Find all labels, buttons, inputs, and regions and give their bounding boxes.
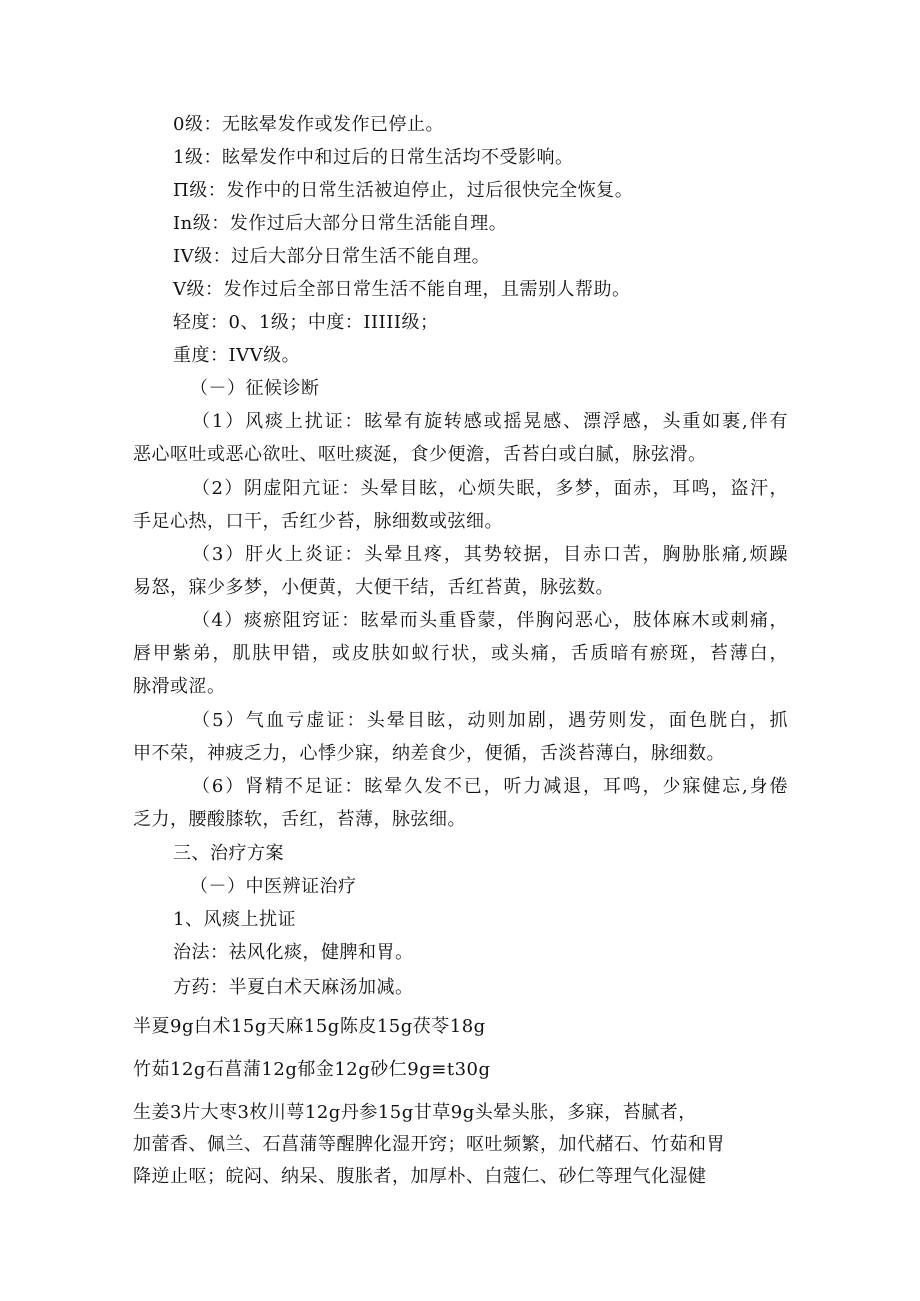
grade-4: IV级：过后大部分日常生活不能自理。 [173, 246, 491, 267]
herbs-line-2: 竹茹12g石菖蒲12g郁金12g砂仁9g≡t30g [133, 1059, 491, 1080]
syndrome-4-line-3: 脉滑或涩。 [133, 676, 226, 697]
syndrome-5-line-2: 甲不荣，神疲乏力，心悸少寐，纳差食少，便循，舌淡苔薄白，脉细数。 [133, 743, 725, 764]
grade-0: 0级：无眩晕发作或发作已停止。 [173, 114, 444, 135]
grade-3: In级：发作过后大部分日常生活能自理。 [173, 213, 508, 234]
grade-severe: 重度：IVV级。 [173, 345, 301, 366]
herbs-line-3: 生姜3片大枣3枚川萼12g丹参15g甘草9g头晕头胀，多寐，苔腻者， [133, 1102, 697, 1123]
syndrome-5-line-1: （5）气血亏虚证：头晕目眩，动则加剧，遇劳则发，面色胱白，抓 [192, 710, 788, 731]
herbs-line-1: 半夏9g白术15g天麻15g陈皮15g茯苓18g [133, 1016, 486, 1037]
treatment-heading: 三、治疗方案 [173, 843, 284, 864]
syndrome-2-line-2: 手足心热，口干，舌红少苔，脉细数或弦细。 [133, 511, 503, 532]
syndrome-3-line-1: （3）肝火上炎证：头晕且疼，其势较据，目赤口苦，胸胁胀痛,烦躁 [192, 544, 788, 565]
herbs-line-5: 降逆止呕；皖闷、纳呆、腹胀者，加厚朴、白蔻仁、砂仁等理气化湿健 [133, 1166, 707, 1187]
syndrome-6-line-1: （6）肾精不足证：眩晕久发不已，听力减退，耳鸣，少寐健忘,身倦 [192, 776, 788, 797]
syndrome-3-line-2: 易怒，寐少多梦，小便黄，大便干结，舌红苔黄，脉弦数。 [133, 577, 614, 598]
case-1-method: 治法：祛风化痰，健脾和胃。 [173, 942, 414, 963]
tcm-heading: （－）中医辨证治疗 [190, 876, 357, 897]
syndrome-4-line-1: （4）痰瘀阻窍证：眩晕而头重昏蒙，伴胸闷恶心，肢体麻木或刺痛， [192, 610, 788, 631]
syndrome-1-line-1: （1）风痰上扰证：眩晕有旋转感或摇晃感、漂浮感，头重如裹,伴有 [192, 411, 788, 432]
herbs-line-4: 加蕾香、佩兰、石菖蒲等醒脾化湿开窍；呕吐频繁，加代赭石、竹茹和胃 [133, 1134, 725, 1155]
case-1-formula: 方药：半夏白术天麻汤加减。 [173, 977, 414, 998]
syndrome-2-line-1: （2）阴虚阳亢证：头晕目眩，心烦失眠，多梦，面赤，耳鸣，盗汗， [192, 478, 788, 499]
syndrome-heading: （－）征候诊断 [190, 378, 320, 399]
grade-2: Π级：发作中的日常生活被迫停止，过后很快完全恢复。 [173, 180, 634, 201]
grade-5: V级：发作过后全部日常生活不能自理，且需别人帮助。 [173, 279, 631, 300]
syndrome-6-line-2: 乏力，腰酸膝软，舌红，苔薄，脉弦细。 [133, 809, 466, 830]
grade-1: 1级：眩晕发作中和过后的日常生活均不受影响。 [173, 147, 574, 168]
grade-mild-moderate: 轻度：0、1级；中度：IIIII级； [173, 312, 439, 333]
case-1-title: 1、风痰上扰证 [173, 909, 296, 930]
syndrome-1-line-2: 恶心呕吐或恶心欲吐、呕吐痰涎，食少便澹，舌苔白或白腻，脉弦滑。 [133, 444, 707, 465]
syndrome-4-line-2: 唇甲紫弟，肌肤甲错，或皮肤如蚁行状，或头痛，舌质暗有瘀斑，苔薄白， [133, 643, 788, 664]
